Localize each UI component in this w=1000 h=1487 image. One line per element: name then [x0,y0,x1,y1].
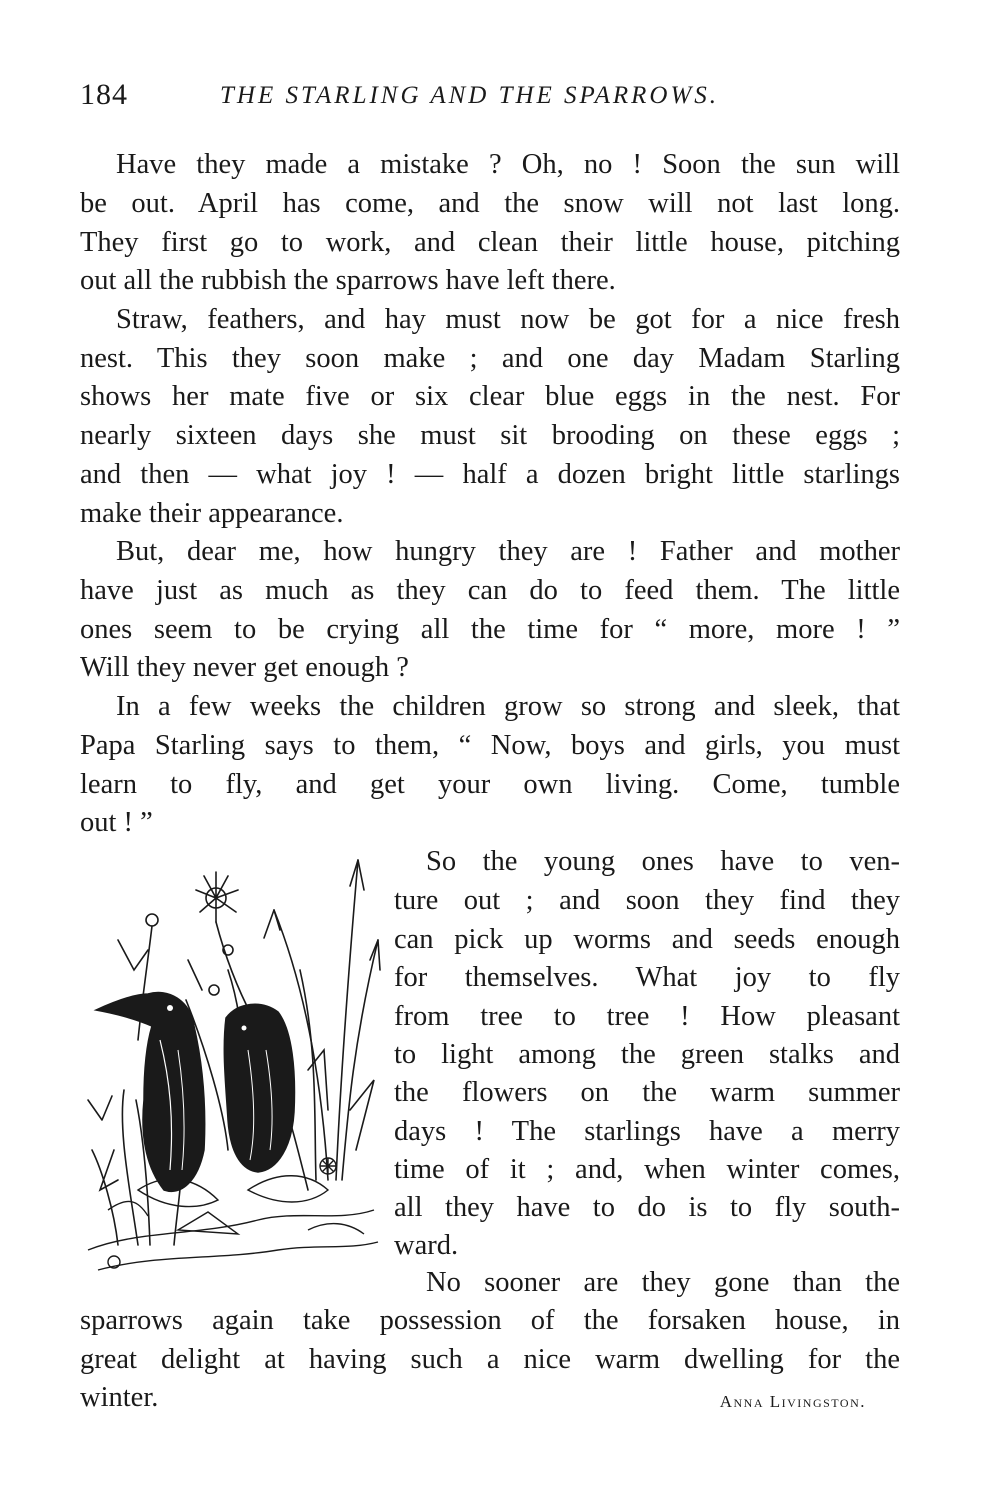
text-line: Papa Starling says to them, “ Now, boys and girls, you must [80,730,900,761]
text-line: great delight at having such a nice warm dwelling for the [80,1344,900,1375]
text-line: nest. This they soon make ; and one day Madam Starling [80,343,900,374]
text-line: all they have to do is to fly south- [394,1192,900,1223]
text-line: to light among the green stalks and [394,1039,900,1070]
text-line: Have they made a mistake ? Oh, no ! Soon the sun will [116,149,900,180]
text-line: learn to fly, and get your own living. Come, tumble [80,769,900,800]
text-line: and then — what joy ! — half a dozen bright little starlings [80,459,900,490]
text-line: can pick up worms and seeds enough [394,924,900,955]
text-line: from tree to tree ! How pleasant [394,1001,900,1032]
text-line: be out. April has come, and the snow will not last long. [80,188,900,219]
text-line: winter. [80,1382,159,1413]
text-line: They first go to work, and clean their little house, pitching [80,227,900,258]
page-header [80,78,900,118]
text-line: So the young ones have to ven- [426,846,900,877]
text-line: make their appearance. [80,498,344,529]
text-line: out all the rubbish the sparrows have left there. [80,265,616,296]
text-line: But, dear me, how hungry they are ! Father and mother [116,536,900,567]
text-line: time of it ; and, when winter comes, [394,1154,900,1185]
text-line: have just as much as they can do to feed them. The little [80,575,900,606]
running-title: THE STARLING AND THE SPARROWS. [220,82,720,109]
text-line: ture out ; and soon they find they [394,885,900,916]
text-line: the flowers on the warm summer [394,1077,900,1108]
text-line: Straw, feathers, and hay must now be got for a nice fresh [116,304,900,335]
text-line: out ! ” [80,807,153,838]
author-signature: Anna Livingston. [719,1392,866,1411]
starlings-illustration [78,850,384,1280]
text-line: ones seem to be crying all the time for “ more, more ! ” [80,614,900,645]
text-line: Will they never get enough ? [80,652,409,683]
text-line: nearly sixteen days she must sit brooding on these eggs ; [80,420,900,451]
text-line: No sooner are they gone than the [426,1267,900,1298]
page-number: 184 [80,78,128,111]
text-line: In a few weeks the children grow so strong and sleek, that [116,691,900,722]
text-line: sparrows again take possession of the forsaken house, in [80,1305,900,1336]
text-line: days ! The starlings have a merry [394,1116,900,1147]
text-line: shows her mate five or six clear blue eggs in the nest. For [80,381,900,412]
text-line: ward. [394,1230,459,1261]
text-line: for themselves. What joy to fly [394,962,900,993]
